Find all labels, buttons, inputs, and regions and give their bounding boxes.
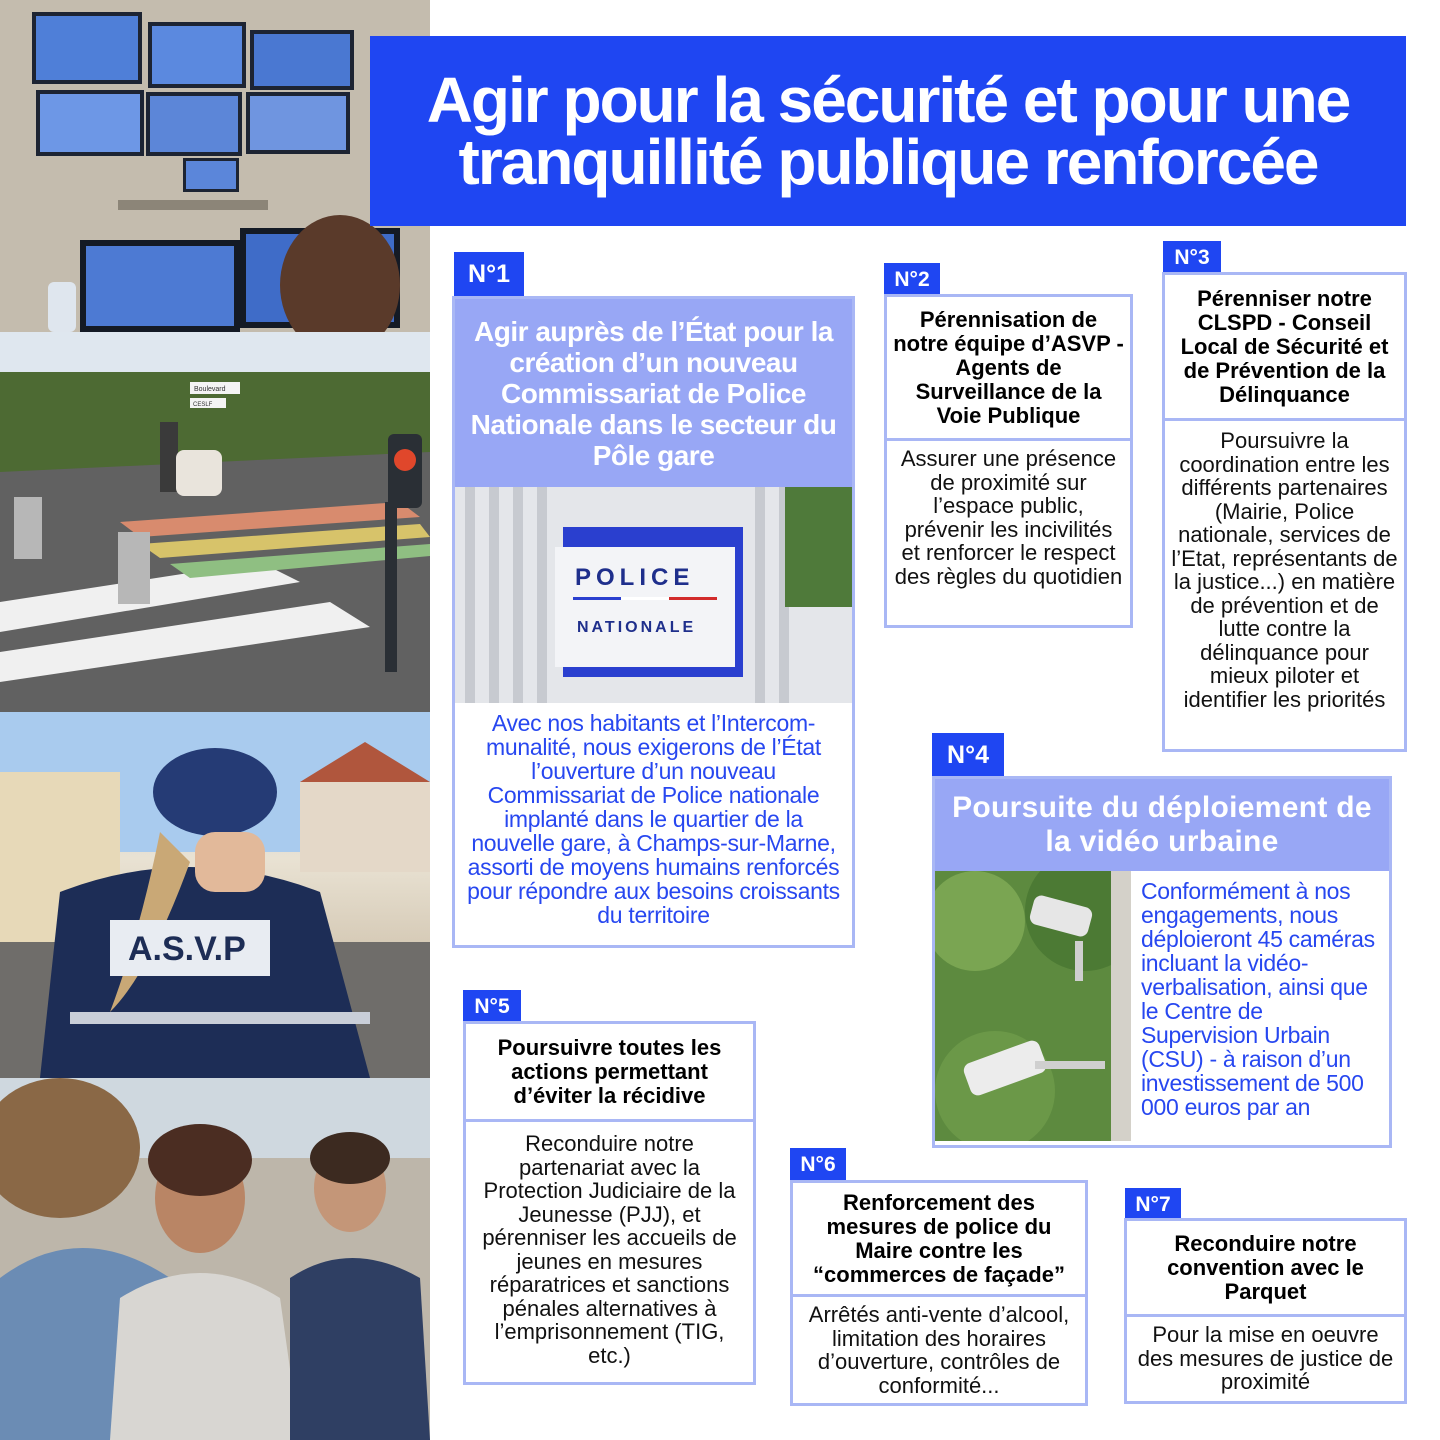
photo-street-crosswalk [0,332,430,712]
asvp-jacket-text: A.S.V.P [128,930,246,968]
badge-item-6: N°6 [790,1148,846,1182]
badge-item-7: N°7 [1125,1188,1181,1222]
card-item-1-heading: Agir auprès de l’État pour la création d’un nouveau Commissariat de Police Nationale dans le secteur du Pôle gare [470,315,837,471]
card-item-2-body: Assurer une présence de proximité sur l’espace public, prévenir les incivilités et renforcer le respect des règles du quotidien [894,446,1123,589]
card-item-5-heading: Poursuivre toutes les actions permettant d’éviter la récidive [466,1024,753,1122]
police-sign-bottom: NATIONALE [577,619,697,636]
card-item-4-header [935,779,1389,871]
card-item-7-heading: Reconduire notre convention avec le Parquet [1127,1221,1404,1317]
card-item-4-content [935,871,1389,1141]
card-item-7 [1124,1218,1407,1404]
card-item-5-body: Reconduire notre partenariat avec la Protection Judiciaire de la Jeunesse (PJJ), et pérenniser les accueils de jeunes en mesures réparatrices et sanctions pénales alternatives à l’emprisonnement (TIG, etc.) [482,1131,737,1368]
card-item-1-header [455,299,852,487]
card-item-6-body: Arrêtés anti-vente d’alcool, limitation des horaires d’ouverture, contrôles de conformité... [808,1302,1070,1398]
camera-photo [935,871,1131,1141]
badge-item-3: N°3 [1163,241,1221,275]
page-title: Agir pour la sécurité et pour une tranquillité publique renforcée [426,64,1350,198]
page-title-banner [370,36,1406,226]
card-item-1 [452,296,855,948]
street-sign-bottom: CESLF [193,402,213,408]
card-item-1-body: Avec nos habitants et l’Intercom-munalité, nous exigerons de l’État l’ouverture d’un nouveau Commissariat de Police nationale implanté dans le quartier de la nouvelle gare, à Champs-sur-Marne, assorti de moyens humains renforcés pour répondre aux besoins croissants du territoire [467,710,840,928]
photo-cctv-control-room [0,0,430,332]
street-sign-top: Boulevard [194,386,226,393]
police-sign-photo [455,487,852,703]
card-item-4-heading: Poursuite du déploiement de la vidéo urbaine [952,791,1372,858]
badge-item-1: N°1 [454,252,524,296]
card-item-5 [463,1021,756,1385]
badge-item-5: N°5 [463,990,521,1024]
card-item-4-body: Conformément à nos engagements, nous déploieront 45 caméras incluant la vidéo-verbalisation, ainsi que le Centre de Supervision Urbain (CSU) - à raison d’un investissement de 500 000 euros par an [1141,878,1375,1120]
photo-asvp-agent [0,712,430,1078]
police-sign-top: POLICE [575,564,695,591]
card-item-3-heading: Pérenniser notre CLSPD - Conseil Local de Sécurité et de Prévention de la Délinquance [1165,275,1404,421]
card-item-3-body: Poursuivre la coordination entre les différents partenaires (Mairie, Police nationale, services de l’Etat, représentants de la justice...) en matière de prévention et de lutte contre la délinquance pour mieux piloter et identifier les priorités [1171,428,1398,712]
card-item-6 [790,1180,1088,1406]
card-item-2-heading: Pérennisation de notre équipe d’ASVP - Agents de Surveillance de la Voie Publique [887,297,1130,441]
badge-item-2: N°2 [884,263,940,297]
photo-young-people [0,1078,430,1440]
card-item-4 [932,776,1392,1148]
card-item-7-body: Pour la mise en oeuvre des mesures de justice de proximité [1137,1322,1394,1394]
card-item-3 [1162,272,1407,752]
badge-item-4: N°4 [932,733,1004,777]
card-item-2 [884,294,1133,628]
card-item-6-heading: Renforcement des mesures de police du Maire contre les “commerces de façade” [793,1183,1085,1297]
